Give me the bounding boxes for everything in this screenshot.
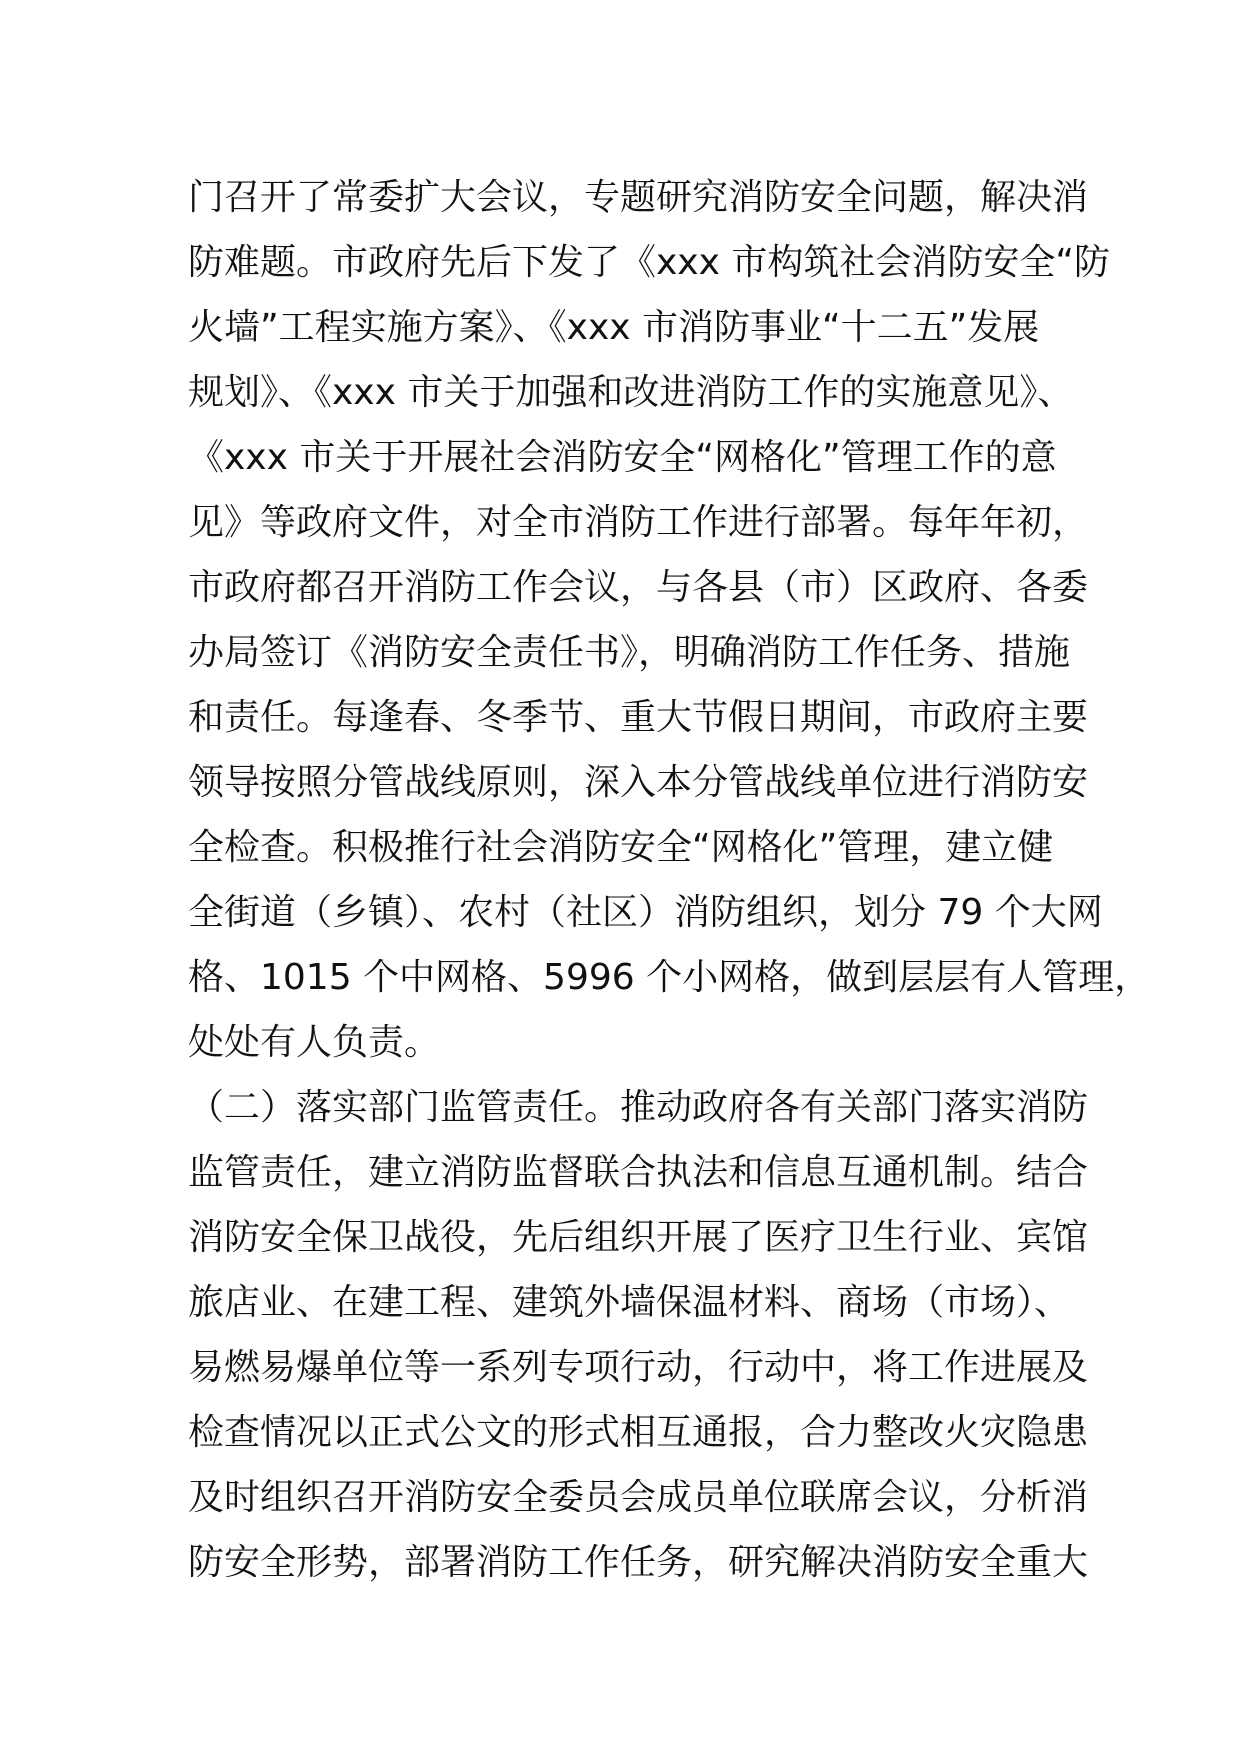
text-line: 和责任。每逢春、冬季节、重大节假日期间，市政府主要 bbox=[188, 697, 1089, 738]
text-line: 旅店业、在建工程、建筑外墙保温材料、商场（市场）、 bbox=[188, 1282, 1071, 1323]
text-line: 市政府都召开消防工作会议，与各县（市）区政府、各委 bbox=[188, 567, 1089, 608]
text-line: 易燃易爆单位等一系列专项行动，行动中，将工作进展及 bbox=[188, 1347, 1089, 1388]
text-line: 监管责任，建立消防监督联合执法和信息互通机制。结合 bbox=[188, 1152, 1089, 1193]
text-line: 火墙”工程实施方案》、《xxx 市消防事业“十二五”发展 bbox=[188, 307, 1040, 348]
text-line: 领导按照分管战线原则，深入本分管战线单位进行消防安 bbox=[188, 762, 1089, 803]
text-line: 全街道（乡镇）、农村（社区）消防组织，划分 79 个大网 bbox=[188, 892, 1103, 933]
text-line: 规划》、《xxx 市关于加强和改进消防工作的实施意见》、 bbox=[188, 372, 1074, 413]
text-line: 《xxx 市关于开展社会消防安全“网格化”管理工作的意 bbox=[188, 437, 1057, 478]
text-line: 消防安全保卫战役，先后组织开展了医疗卫生行业、宾馆 bbox=[188, 1217, 1089, 1258]
text-line: 防难题。市政府先后下发了《xxx 市构筑社会消防安全“防 bbox=[188, 242, 1111, 283]
section-heading-line: （二）落实部门监管责任。推动政府各有关部门落实消防 bbox=[188, 1087, 1089, 1128]
text-line: 格、1015 个中网格、5996 个小网格，做到层层有人管理， bbox=[188, 957, 1151, 998]
text-line: 门召开了常委扩大会议，专题研究消防安全问题，解决消 bbox=[188, 177, 1089, 218]
body-text bbox=[188, 165, 1151, 1595]
text-line: 处处有人负责。 bbox=[188, 1022, 441, 1063]
text-line: 办局签订《消防安全责任书》，明确消防工作任务、措施 bbox=[188, 632, 1071, 673]
text-line: 防安全形势，部署消防工作任务，研究解决消防安全重大 bbox=[188, 1542, 1089, 1583]
text-line: 检查情况以正式公文的形式相互通报，合力整改火灾隐患 bbox=[188, 1412, 1089, 1453]
text-line: 及时组织召开消防安全委员会成员单位联席会议，分析消 bbox=[188, 1477, 1089, 1518]
text-line: 见》等政府文件，对全市消防工作进行部署。每年年初， bbox=[188, 502, 1089, 543]
text-line: 全检查。积极推行社会消防安全“网格化”管理，建立健 bbox=[188, 827, 1054, 868]
